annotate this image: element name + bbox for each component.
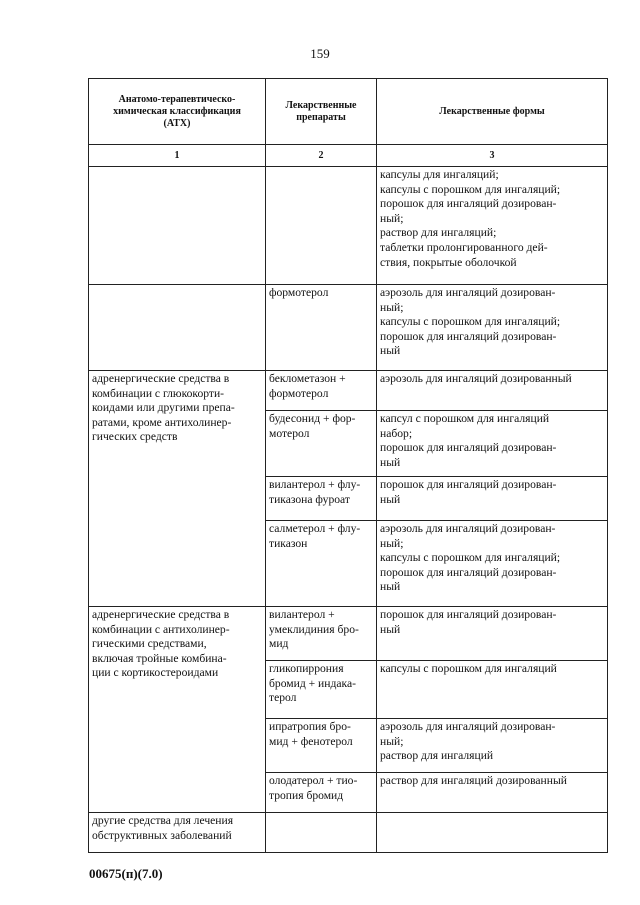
page-number: 159	[310, 46, 330, 61]
classification-cell	[89, 285, 266, 371]
forms-cell: порошок для ингаляций дозирован- ный	[377, 477, 608, 521]
table-row	[89, 813, 608, 853]
document-code: 00675(п)(7.0)	[89, 866, 163, 881]
drug-cell: ипратропия бро- мид + фенотерол	[266, 719, 377, 773]
drug-cell	[266, 813, 377, 853]
drug-cell	[266, 167, 377, 285]
drug-cell: гликопиррония бромид + индака- терол	[266, 661, 377, 719]
classification-cell: другие средства для лечения обструктивных заболеваний	[89, 813, 266, 853]
forms-cell: аэрозоль для ингаляций дозирован- ный; капсулы с порошком для ингаляций; порошок для ингаляций дозирован- ный	[377, 285, 608, 371]
header-row	[89, 79, 608, 145]
forms-cell: аэрозоль для ингаляций дозирован- ный; капсулы с порошком для ингаляций; порошок для ингаляций дозирован- ный	[377, 521, 608, 607]
forms-cell: капсулы с порошком для ингаляций	[377, 661, 608, 719]
forms-cell: порошок для ингаляций дозирован- ный	[377, 607, 608, 661]
forms-cell: аэрозоль для ингаляций дозирован- ный; раствор для ингаляций	[377, 719, 608, 773]
table-row	[89, 607, 608, 661]
column-number-row	[89, 145, 608, 167]
column-number-1: 1	[89, 145, 266, 167]
table-row	[89, 167, 608, 285]
atx-drug-table	[88, 78, 608, 853]
drug-cell: формотерол	[266, 285, 377, 371]
drug-cell: салметерол + флу- тиказон	[266, 521, 377, 607]
forms-cell: капсул с порошком для ингаляций набор; порошок для ингаляций дозирован- ный	[377, 411, 608, 477]
column-number-3: 3	[377, 145, 608, 167]
classification-cell: адренергические средства в комбинации с антихолинер- гическими средствами, включая тройные комбина- ции с кортикостероидами	[89, 607, 266, 813]
forms-cell: аэрозоль для ингаляций дозированный	[377, 371, 608, 411]
forms-cell: раствор для ингаляций дозированный	[377, 773, 608, 813]
drug-cell: вилантерол + умеклидиния бро- мид	[266, 607, 377, 661]
table-row	[89, 371, 608, 411]
classification-cell: адренергические средства в комбинации с глюкокорти- коидами или другими препа- ратами, кроме антихолинер- гических средств	[89, 371, 266, 607]
drug-cell: будесонид + фор- мотерол	[266, 411, 377, 477]
forms-cell	[377, 813, 608, 853]
drug-cell: вилантерол + флу- тиказона фуроат	[266, 477, 377, 521]
forms-cell: капсулы для ингаляций; капсулы с порошком для ингаляций; порошок для ингаляций дозирован- ный; раствор для ингаляций; таблетки пролонгированного дей- ствия, покрытые оболочкой	[377, 167, 608, 285]
column-number-2: 2	[266, 145, 377, 167]
drug-cell: олодатерол + тио- тропия бромид	[266, 773, 377, 813]
header-dosage-forms: Лекарственные формы	[377, 79, 608, 145]
header-drugs: Лекарственные препараты	[266, 79, 377, 145]
classification-cell	[89, 167, 266, 285]
header-atx-classification: Анатомо-терапевтическо- химическая классификация (АТХ)	[89, 79, 266, 145]
drug-cell: беклометазон + формотерол	[266, 371, 377, 411]
table-row	[89, 285, 608, 371]
